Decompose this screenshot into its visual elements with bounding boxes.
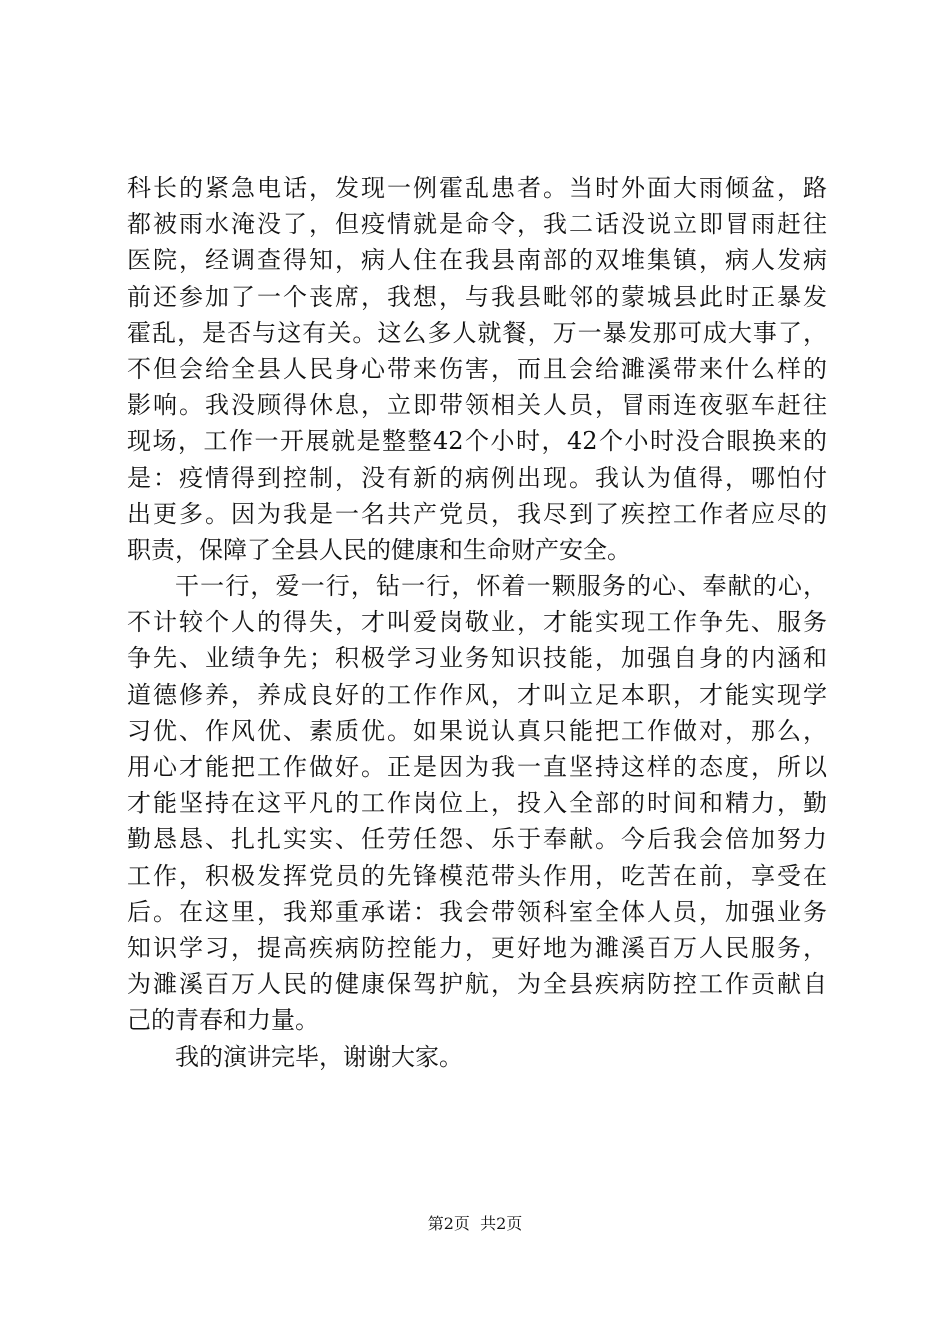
document-body	[127, 170, 827, 1075]
page-indicator: 第2页 共2页	[427, 1214, 523, 1233]
paragraph-line: 职责，保障了全县人民的健康和生命财产安全。	[127, 535, 631, 564]
paragraph-line: 为濉溪百万人民的健康保驾护航，为全县疾病防控工作贡献自	[127, 970, 827, 999]
paragraph-line: 不但会给全县人民身心带来伤害，而且会给濉溪带来什么样的	[127, 354, 827, 383]
paragraph-line: 己的青春和力量。	[127, 1006, 319, 1035]
paragraph-line: 是：疫情得到控制，没有新的病例出现。我认为值得，哪怕付	[127, 463, 827, 492]
paragraph-line: 习优、作风优、素质优。如果说认真只能把工作做对，那么，	[127, 716, 827, 745]
paragraph-line: 都被雨水淹没了，但疫情就是命令，我二话没说立即冒雨赶往	[127, 210, 827, 239]
paragraph-line: 现场，工作一开展就是整整42个小时，42个小时没合眼换来的	[127, 427, 827, 456]
closing-line: 我的演讲完毕，谢谢大家。	[175, 1042, 463, 1071]
paragraph-line: 工作，积极发挥党员的先锋模范带头作用，吃苦在前，享受在	[127, 861, 827, 890]
paragraph-line: 出更多。因为我是一名共产党员，我尽到了疾控工作者应尽的	[127, 499, 827, 528]
paragraph-line: 后。在这里，我郑重承诺：我会带领科室全体人员，加强业务	[127, 897, 827, 926]
paragraph-line: 科长的紧急电话，发现一例霍乱患者。当时外面大雨倾盆，路	[127, 174, 827, 202]
page-footer	[0, 1212, 950, 1236]
paragraph-line: 霍乱，是否与这有关。这么多人就餐，万一暴发那可成大事了，	[127, 318, 827, 347]
paragraph-line: 争先、业绩争先；积极学习业务知识技能，加强自身的内涵和	[127, 644, 827, 673]
paragraph-line: 影响。我没顾得休息，立即带领相关人员，冒雨连夜驱车赶往	[127, 391, 827, 420]
paragraph-line: 前还参加了一个丧席，我想，与我县毗邻的蒙城县此时正暴发	[127, 282, 827, 311]
paragraph-line: 医院，经调查得知，病人住在我县南部的双堆集镇，病人发病	[127, 246, 827, 275]
paragraph-line: 道德修养，养成良好的工作作风，才叫立足本职，才能实现学	[127, 680, 827, 709]
paragraph-line: 才能坚持在这平凡的工作岗位上，投入全部的时间和精力，勤	[127, 789, 827, 818]
paragraph-line: 用心才能把工作做好。正是因为我一直坚持这样的态度，所以	[127, 753, 827, 781]
paragraph-line: 知识学习，提高疾病防控能力，更好地为濉溪百万人民服务，	[127, 933, 827, 962]
paragraph-line: 不计较个人的得失，才叫爱岗敬业，才能实现工作争先、服务	[127, 608, 827, 637]
paragraph-line: 干一行，爱一行，钻一行，怀着一颗服务的心、奉献的心，	[175, 572, 827, 601]
paragraph-line: 勤恳恳、扎扎实实、任劳任怨、乐于奉献。今后我会倍加努力	[127, 825, 827, 854]
